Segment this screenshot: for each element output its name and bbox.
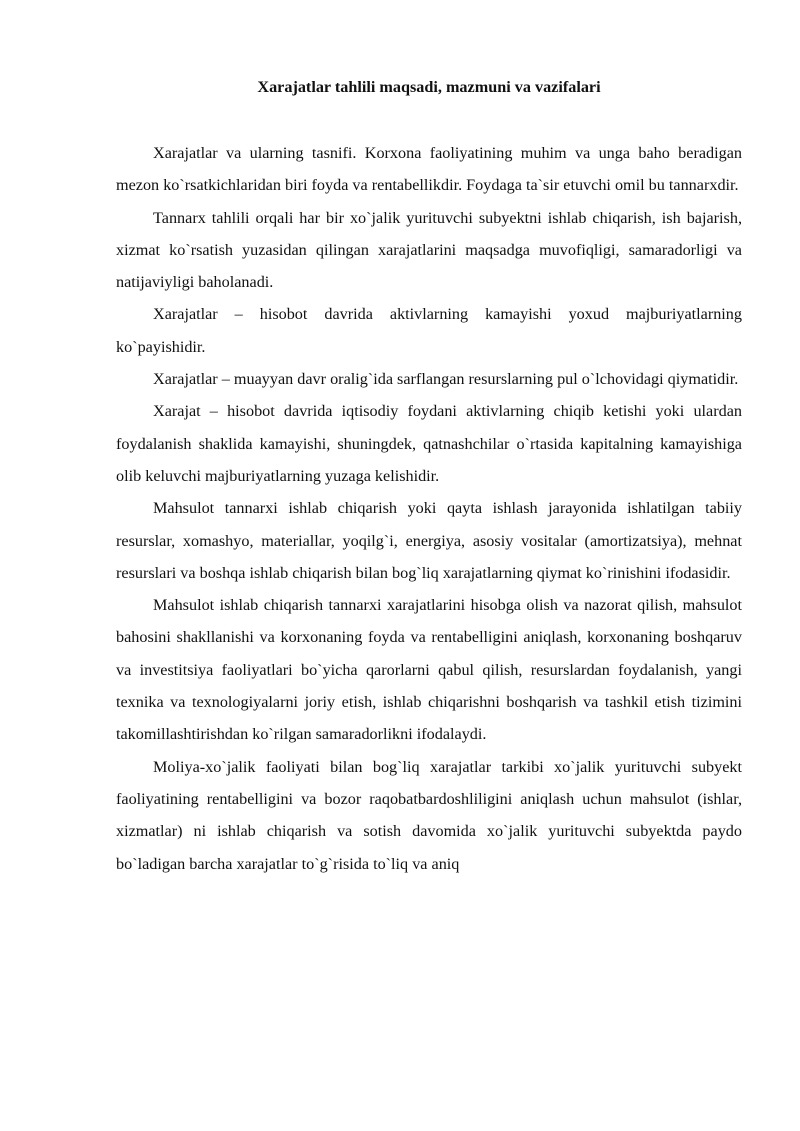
document-body [116,137,742,880]
paragraph: Xarajatlar – hisobot davrida aktivlarning kamayishi yoxud majburiyatlarning ko`payishidir. [116,305,742,356]
paragraph: Tannarx tahlili orqali har bir xo`jalik yurituvchi subyektni ishlab chiqarish, ish bajarish, xizmat ko`rsatish yuzasidan qilingan xarajatlarini maqsadga muvofiqligi, samaradorligi va natijaviyligi baholanadi. [116,208,742,292]
paragraph: Mahsulot tannarxi ishlab chiqarish yoki qayta ishlash jarayonida ishlatilgan tabiiy resurslar, xomashyo, materiallar, yoqilg`i, energiya, asosiy vositalar (amortizatsiya), mehnat resurslari va boshqa ishlab chiqarish bilan bog`liq xarajatlarning qiymat ko`rinishini ifodasidir. [116,499,742,582]
paragraph: Xarajatlar va ularning tasnifi. Korxona faoliyatining muhim va unga baho beradigan mezon ko`rsatkichlaridan biri foyda va rentabellikdir. Foydaga ta`sir etuvchi omil bu tannarxdir. [116,144,742,195]
paragraph: Moliya-xo`jalik faoliyati bilan bog`liq xarajatlar tarkibi xo`jalik yurituvchi subyekt faoliyatining rentabelligini va bozor raqobatbardoshliligini aniqlash uchun mahsulot (ishlar, xizmatlar) ni ishlab chiqarish va sotish davomida xo`jalik yurituvchi subyektda paydo bo`ladigan barcha xarajatlar to`g`risida to`liq va aniq [116,757,742,873]
paragraph: Xarajatlar – muayyan davr oralig`ida sarflangan resurslarning pul o`lchovidagi qiymatidir. [153,370,739,389]
paragraph: Mahsulot ishlab chiqarish tannarxi xarajatlarini hisobga olish va nazorat qilish, mahsulot bahosini shakllanishi va korxonaning foyda va rentabelligini aniqlash, korxonaning boshqaruv va investitsiya faoliyatlari bo`yicha qarorlarni qabul qilish, resurslardan foydalanish, yangi texnika va texnologiyalarni joriy etish, ishlab chiqarishni boshqarish va tashkil etish tizimini takomillashtirishdan ko`rilgan samaradorlikni ifodalaydi. [116,596,742,744]
page-title: Xarajatlar tahlili maqsadi, mazmuni va vazifalari [257,78,601,96]
paragraph: Xarajat – hisobot davrida iqtisodiy foydani aktivlarning chiqib ketishi yoki ulardan foydalanish shaklida kamayishi, shuningdek, qatnashchilar o`rtasida kapitalning kamayishiga olib keluvchi majburiyatlarning yuzaga kelishidir. [116,402,742,485]
